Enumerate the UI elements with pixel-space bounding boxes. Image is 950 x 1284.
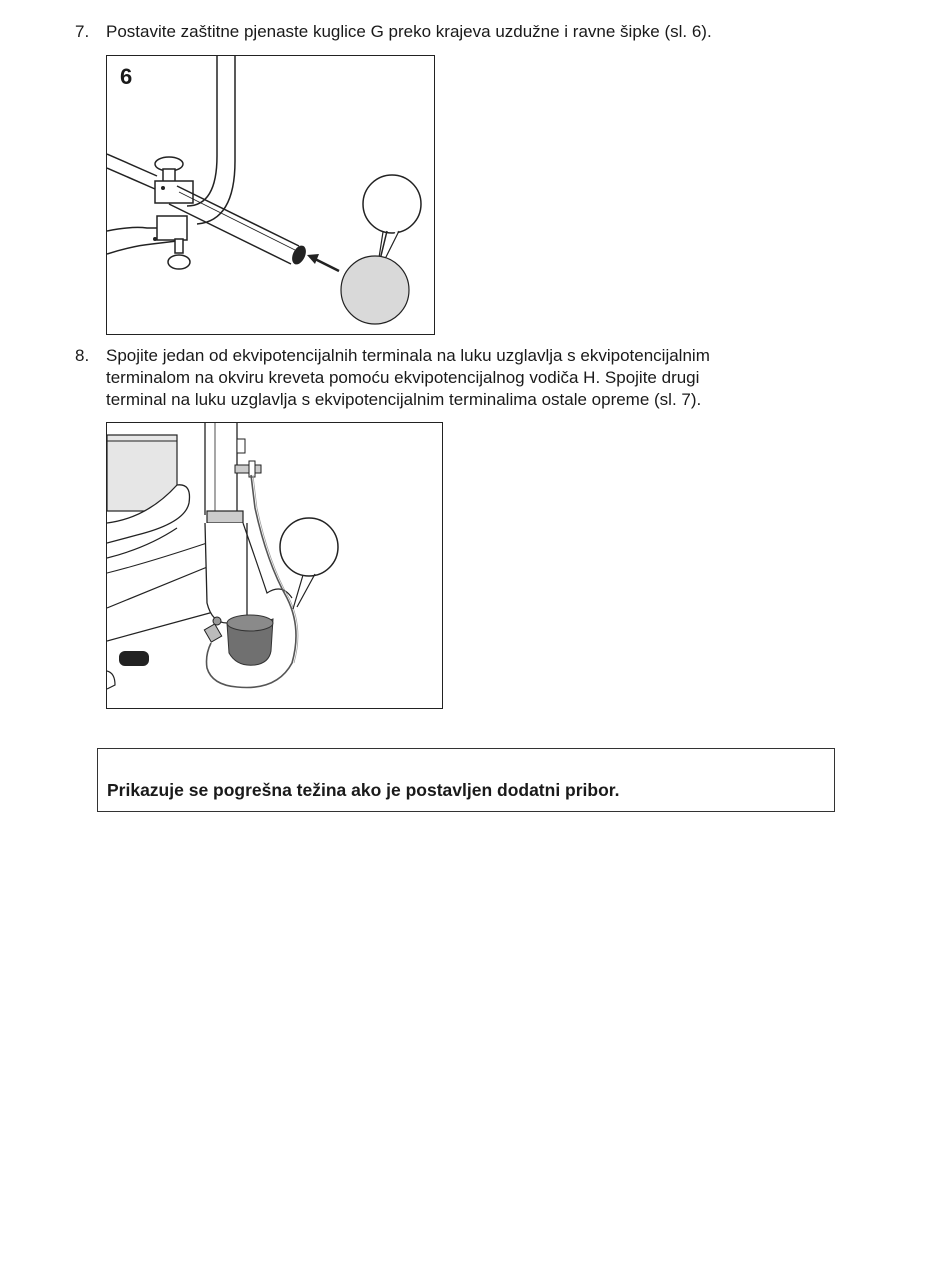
step-number: 8. xyxy=(75,346,90,365)
step-line: terminalom na okviru kreveta pomoću ekvipotencijalnog vodiča H. Spojite drugi xyxy=(106,368,700,387)
foam-ball xyxy=(341,256,409,324)
figure-7 xyxy=(106,422,443,709)
foam-ball-illustration xyxy=(107,56,435,335)
equipotential-terminal-illustration xyxy=(107,423,443,709)
step-line: terminal na luku uzglavlja s ekvipotencijalnim terminalima ostale opreme (sl. 7). xyxy=(106,390,702,409)
step-line: Postavite zaštitne pjenaste kuglice G preko krajeva uzdužne i ravne šipke (sl. 6). xyxy=(106,22,712,41)
step-number: 7. xyxy=(75,22,90,41)
figure-label: 6 xyxy=(120,64,133,89)
figure-6 xyxy=(106,55,435,335)
step-text xyxy=(106,345,826,411)
notice-box xyxy=(97,748,835,812)
step-line: Spojite jedan od ekvipotencijalnih terminala na luku uzglavlja s ekvipotencijalnim xyxy=(106,346,710,365)
step-text xyxy=(106,21,826,43)
notice-text: Prikazuje se pogrešna težina ako je postavljen dodatni pribor. xyxy=(107,780,620,800)
